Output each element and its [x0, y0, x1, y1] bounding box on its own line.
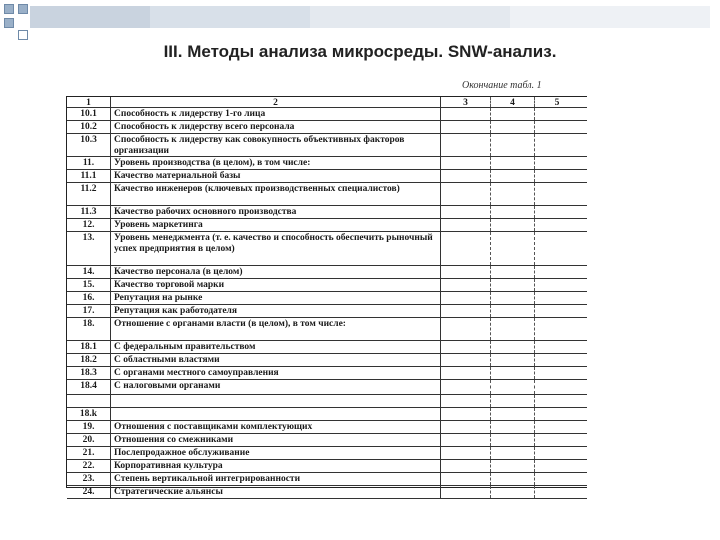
row-cell-5 [535, 121, 579, 133]
table-row [67, 121, 587, 134]
row-cell-5 [535, 354, 579, 366]
table-row [67, 486, 587, 499]
table-row [67, 473, 587, 486]
row-cell-5 [535, 305, 579, 317]
row-indicator: Отношение с органами власти (в целом), в том числе: [111, 318, 441, 340]
row-number: 20. [67, 434, 111, 446]
row-number: 23. [67, 473, 111, 485]
row-cell-3 [441, 421, 491, 433]
row-cell-3 [441, 486, 491, 498]
table-header-row [67, 97, 587, 108]
row-number: 11.1 [67, 170, 111, 182]
row-indicator: Репутация как работодателя [111, 305, 441, 317]
table-row [67, 134, 587, 157]
row-indicator: С органами местного самоуправления [111, 367, 441, 379]
row-number: 18. [67, 318, 111, 340]
row-number: 11.3 [67, 206, 111, 218]
row-number [67, 395, 111, 407]
row-number: 10.3 [67, 134, 111, 156]
row-cell-5 [535, 408, 579, 420]
table-row [67, 367, 587, 380]
table-row [67, 341, 587, 354]
row-cell-5 [535, 219, 579, 231]
row-cell-4 [491, 157, 535, 169]
row-cell-3 [441, 380, 491, 394]
header-col-1: 1 [67, 97, 111, 107]
row-cell-3 [441, 341, 491, 353]
table-row [67, 408, 587, 421]
row-indicator: Способность к лидерству всего персонала [111, 121, 441, 133]
row-cell-5 [535, 292, 579, 304]
row-cell-3 [441, 447, 491, 459]
row-number: 11. [67, 157, 111, 169]
row-cell-4 [491, 305, 535, 317]
row-indicator: Корпоративная культура [111, 460, 441, 472]
table-row [67, 206, 587, 219]
row-cell-4 [491, 108, 535, 120]
row-cell-5 [535, 266, 579, 278]
row-cell-4 [491, 486, 535, 498]
row-cell-5 [535, 318, 579, 340]
row-indicator: Уровень производства (в целом), в том числе: [111, 157, 441, 169]
header-col-4: 4 [491, 97, 535, 107]
row-cell-5 [535, 434, 579, 446]
row-indicator: Качество инженеров (ключевых производственных специалистов) [111, 183, 441, 205]
row-cell-3 [441, 157, 491, 169]
header-col-3: 3 [441, 97, 491, 107]
row-indicator: Отношения с поставщиками комплектующих [111, 421, 441, 433]
row-cell-5 [535, 380, 579, 394]
row-cell-3 [441, 170, 491, 182]
row-cell-3 [441, 266, 491, 278]
row-cell-3 [441, 134, 491, 156]
row-number: 19. [67, 421, 111, 433]
row-cell-4 [491, 408, 535, 420]
row-indicator: Уровень маркетинга [111, 219, 441, 231]
row-number: 11.2 [67, 183, 111, 205]
table-row [67, 305, 587, 318]
row-cell-5 [535, 279, 579, 291]
table-row [67, 318, 587, 341]
table-row [67, 421, 587, 434]
row-indicator: Качество торговой марки [111, 279, 441, 291]
row-cell-3 [441, 305, 491, 317]
row-cell-4 [491, 341, 535, 353]
row-cell-4 [491, 219, 535, 231]
table-row [67, 395, 587, 408]
row-number: 15. [67, 279, 111, 291]
row-number: 17. [67, 305, 111, 317]
row-cell-4 [491, 232, 535, 265]
row-indicator: Отношения со смежниками [111, 434, 441, 446]
table-row [67, 157, 587, 170]
row-indicator: Качество рабочих основного производства [111, 206, 441, 218]
slide-title: III. Методы анализа микросреды. SNW-анализ. [163, 42, 557, 61]
row-cell-5 [535, 447, 579, 459]
row-cell-4 [491, 206, 535, 218]
row-cell-3 [441, 395, 491, 407]
row-cell-4 [491, 292, 535, 304]
row-number: 10.1 [67, 108, 111, 120]
row-number: 16. [67, 292, 111, 304]
header-col-5: 5 [554, 98, 560, 107]
row-cell-4 [491, 473, 535, 485]
row-number: 22. [67, 460, 111, 472]
row-indicator: Способность к лидерству как совокупность объективных факторов организации [111, 134, 441, 156]
row-cell-5 [535, 473, 579, 485]
row-cell-4 [491, 170, 535, 182]
row-cell-3 [441, 121, 491, 133]
row-number: 14. [67, 266, 111, 278]
table-row [67, 354, 587, 367]
snw-table [66, 96, 587, 497]
row-cell-4 [491, 183, 535, 205]
row-cell-3 [441, 279, 491, 291]
row-cell-3 [441, 367, 491, 379]
row-cell-5 [535, 183, 579, 205]
row-cell-3 [441, 408, 491, 420]
table-continuation-label: Окончание табл. 1 [462, 80, 542, 91]
table-row [67, 292, 587, 305]
table-row [67, 447, 587, 460]
row-number: 10.2 [67, 121, 111, 133]
table-row [67, 170, 587, 183]
row-number: 18.1 [67, 341, 111, 353]
table-row [67, 279, 587, 292]
row-cell-5 [535, 341, 579, 353]
row-cell-4 [491, 134, 535, 156]
row-cell-3 [441, 183, 491, 205]
table-row [67, 434, 587, 447]
row-cell-5 [535, 108, 579, 120]
row-cell-3 [441, 206, 491, 218]
row-indicator: Стратегические альянсы [111, 486, 441, 498]
row-cell-5 [535, 367, 579, 379]
row-cell-5 [535, 206, 579, 218]
row-cell-3 [441, 434, 491, 446]
row-cell-4 [491, 421, 535, 433]
row-cell-5 [535, 486, 579, 498]
row-indicator: С областными властями [111, 354, 441, 366]
row-cell-4 [491, 266, 535, 278]
row-cell-5 [535, 460, 579, 472]
table-row [67, 380, 587, 395]
row-indicator: Качество персонала (в целом) [111, 266, 441, 278]
row-cell-5 [535, 232, 579, 265]
row-number: 18.4 [67, 380, 111, 394]
row-number: 18.3 [67, 367, 111, 379]
row-cell-5 [535, 134, 579, 156]
row-number: 13. [67, 232, 111, 265]
row-indicator: Качество материальной базы [111, 170, 441, 182]
row-number: 18.2 [67, 354, 111, 366]
row-cell-3 [441, 318, 491, 340]
row-cell-5 [535, 170, 579, 182]
row-number: 24. [67, 486, 111, 498]
row-cell-3 [441, 460, 491, 472]
row-cell-5 [535, 421, 579, 433]
row-cell-3 [441, 473, 491, 485]
row-number: 18.k [67, 408, 111, 420]
row-indicator [111, 408, 441, 420]
row-cell-5 [535, 395, 579, 407]
row-cell-4 [491, 121, 535, 133]
row-cell-4 [491, 460, 535, 472]
header-col-2: 2 [111, 97, 441, 107]
row-indicator: С федеральным правительством [111, 341, 441, 353]
table-row [67, 266, 587, 279]
row-cell-4 [491, 318, 535, 340]
row-cell-4 [491, 447, 535, 459]
row-cell-3 [441, 292, 491, 304]
table-row [67, 460, 587, 473]
row-cell-4 [491, 395, 535, 407]
row-indicator: Послепродажное обслуживание [111, 447, 441, 459]
table-row [67, 183, 587, 206]
header-gradient-bar [10, 6, 710, 28]
row-cell-3 [441, 108, 491, 120]
row-cell-4 [491, 434, 535, 446]
row-cell-4 [491, 367, 535, 379]
row-indicator: Репутация на рынке [111, 292, 441, 304]
row-number: 12. [67, 219, 111, 231]
row-cell-3 [441, 232, 491, 265]
row-cell-4 [491, 380, 535, 394]
table-row [67, 219, 587, 232]
row-indicator: Степень вертикальной интегрированности [111, 473, 441, 485]
table-row [67, 232, 587, 266]
row-cell-4 [491, 279, 535, 291]
row-cell-3 [441, 354, 491, 366]
row-indicator: С налоговыми органами [111, 380, 441, 394]
table-row [67, 108, 587, 121]
row-indicator [111, 395, 441, 407]
row-cell-5 [535, 157, 579, 169]
row-indicator: Уровень менеджмента (т. е. качество и способность обеспечить рыночный успех предприятия в целом) [111, 232, 441, 265]
row-cell-3 [441, 219, 491, 231]
row-cell-4 [491, 354, 535, 366]
row-number: 21. [67, 447, 111, 459]
row-indicator: Способность к лидерству 1-го лица [111, 108, 441, 120]
